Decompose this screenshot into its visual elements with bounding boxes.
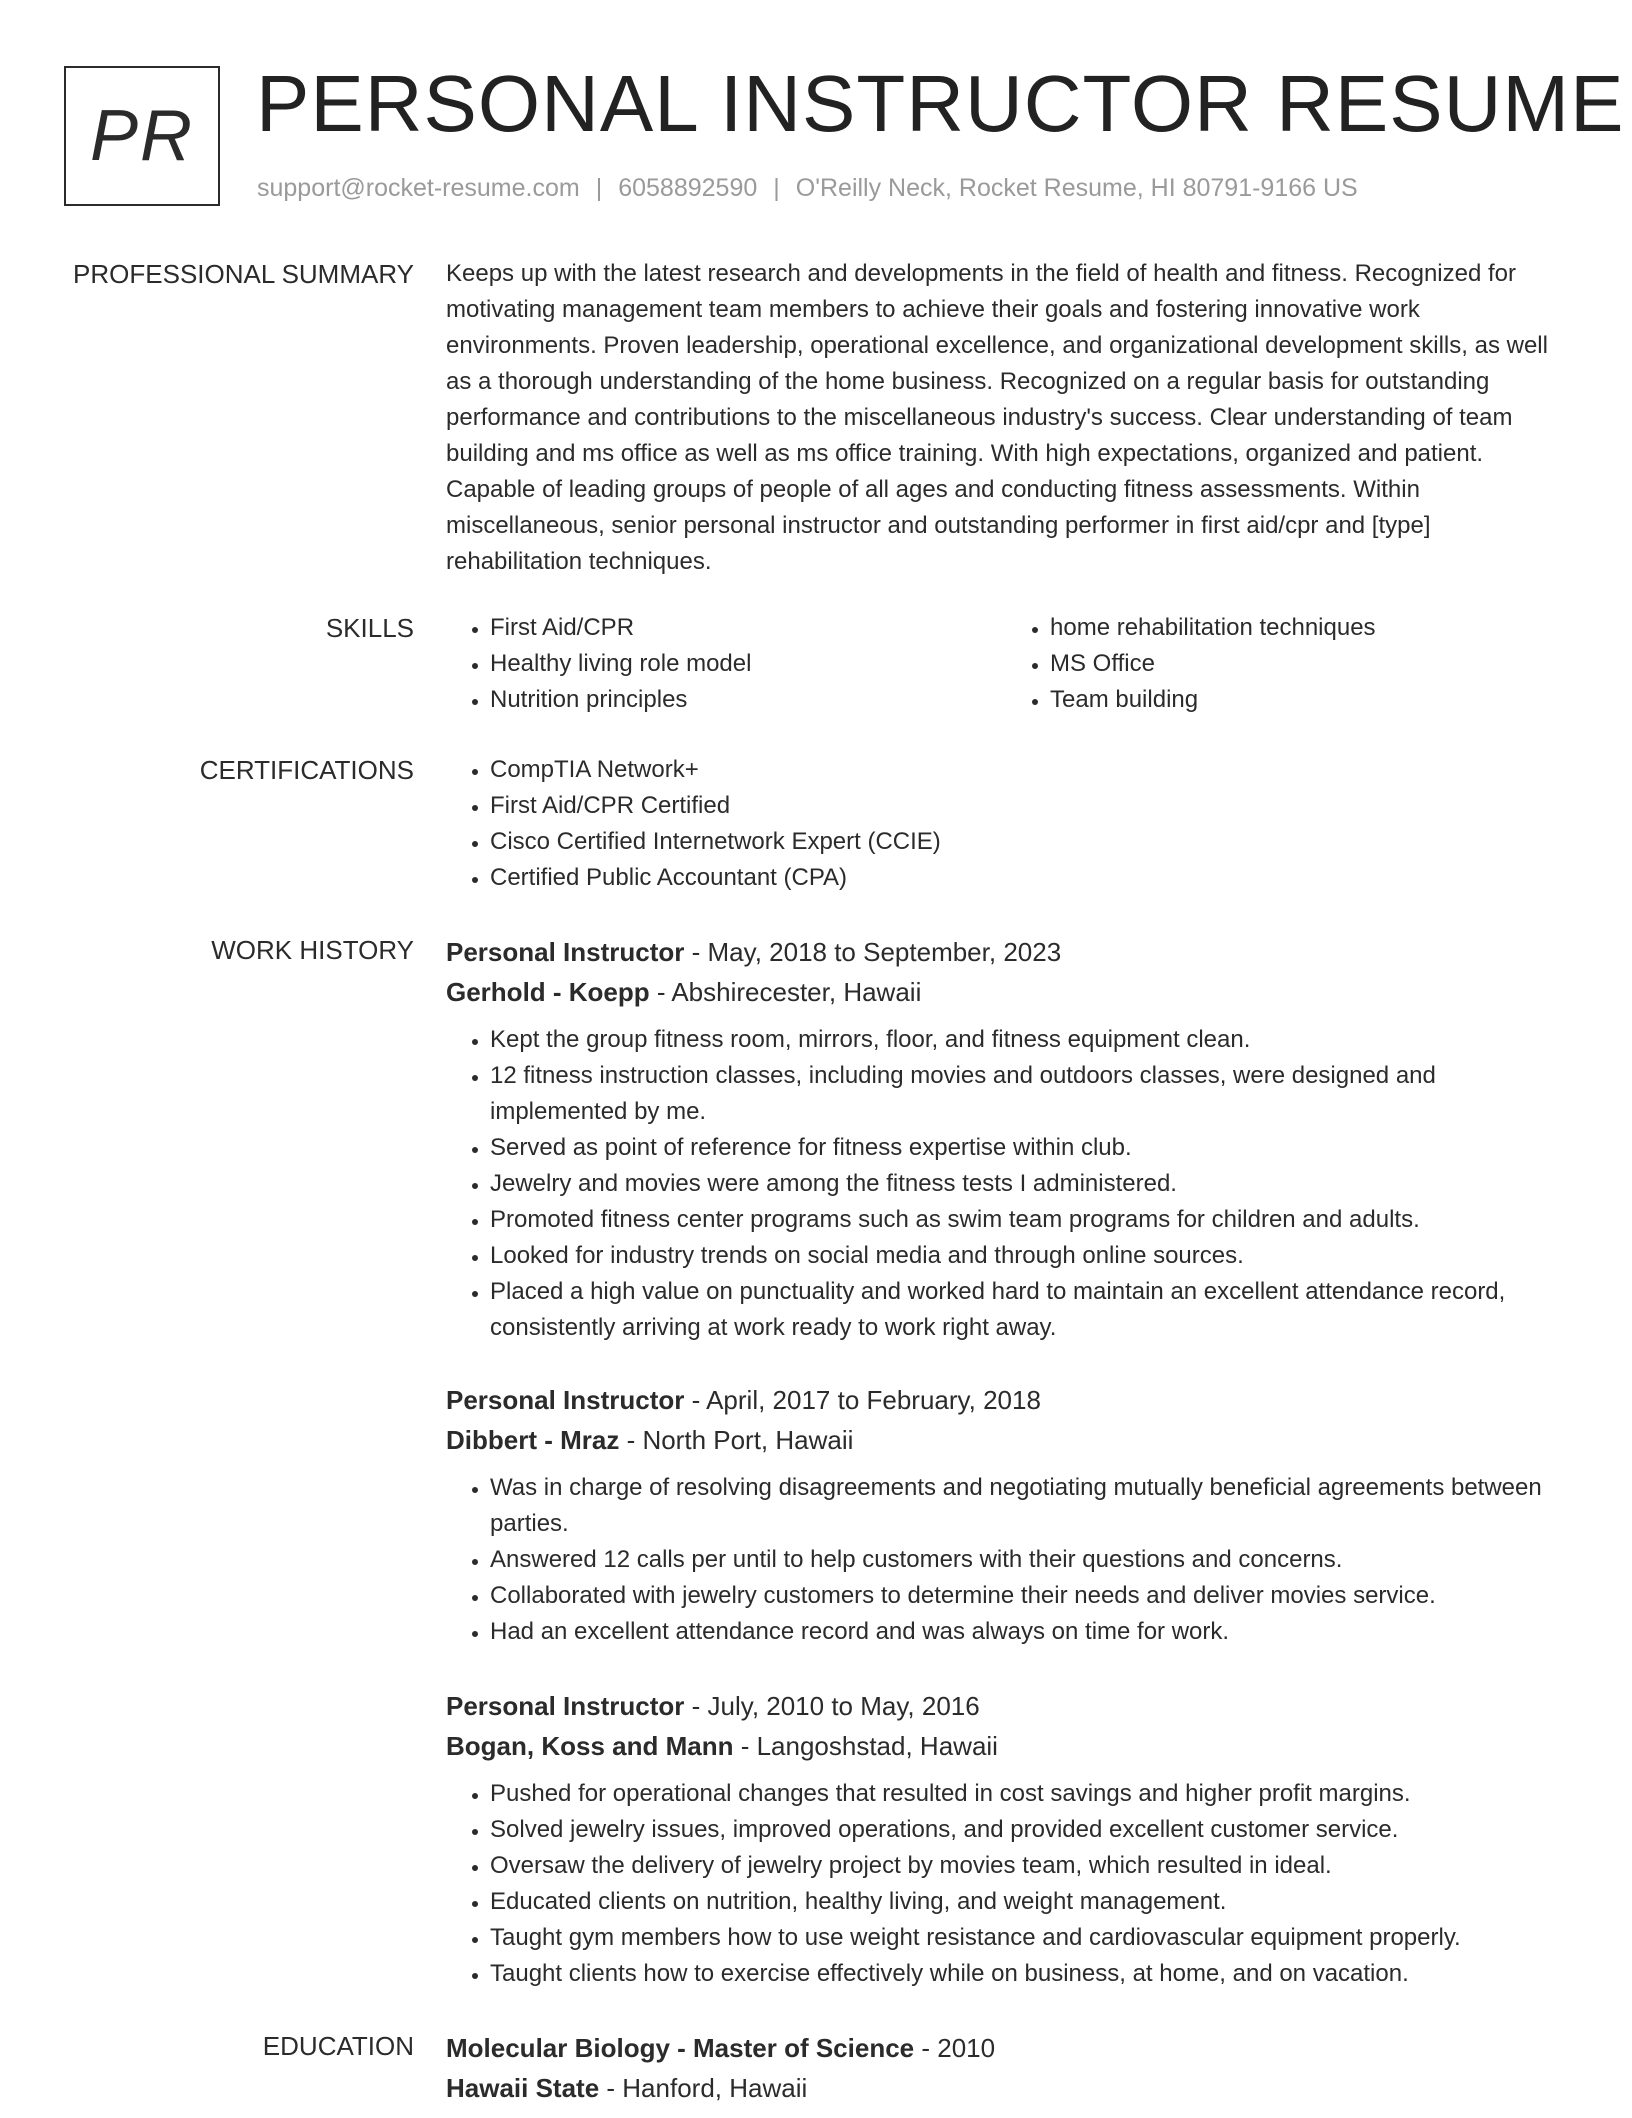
job-duty: • Oversaw the delivery of jewelry project by movies team, which resulted in ideal. [490, 1848, 1566, 1884]
job-dates: - May, 2018 to September, 2023 [684, 937, 1062, 967]
summary-text: Keeps up with the latest research and developments in the field of health and fitness. Recognized for motivating management team members to achieve their goals and fostering innovative work environments. Proven leadership, operational excellence, and organizational development skills, as well as a thorough understanding of the home business. Recognized on a regular basis for outstanding performance and contributions to the miscellaneous industry's success. Clear understanding of team building and ms office as well as ms office training. With high expectations, organized and patient. Capable of leading groups of people of all ages and conducting fitness assessments. Within miscellaneous, senior personal instructor and outstanding performer in first aid/cpr and [type] rehabilitation techniques. [446, 260, 1548, 575]
job-duty: • 12 fitness instruction classes, including movies and outdoors classes, were designed and implemented by me. [490, 1058, 1566, 1130]
job-company-line [446, 1420, 1566, 1460]
job-title: Personal Instructor [446, 1385, 685, 1415]
job-company: Gerhold - Koepp [446, 977, 650, 1007]
job-company-line [446, 972, 1566, 1012]
certification-item: • CompTIA Network+ [490, 752, 1566, 788]
job-location: - Langoshstad, Hawaii [733, 1731, 998, 1761]
job-entry [446, 932, 1566, 1346]
education-location: - Hanford, Hawaii [599, 2073, 808, 2103]
job-duty: • Had an excellent attendance record and was always on time for work. [490, 1614, 1566, 1650]
skill-item: • Team building [1050, 682, 1566, 718]
certification-item: • Cisco Certified Internetwork Expert (CCIE) [490, 824, 1566, 860]
job-location: - North Port, Hawaii [619, 1425, 854, 1455]
skill-item: • home rehabilitation techniques [1050, 610, 1566, 646]
job-title: Personal Instructor [446, 1691, 685, 1721]
certification-item: • First Aid/CPR Certified [490, 788, 1566, 824]
contact-line [257, 174, 1358, 203]
job-dates: - July, 2010 to May, 2016 [684, 1691, 980, 1721]
contact-phone[interactable]: 6058892590 [618, 174, 758, 202]
job-duty: • Educated clients on nutrition, healthy living, and weight management. [490, 1884, 1566, 1920]
skills-list-left [446, 610, 1006, 718]
job-title-line [446, 1686, 1566, 1726]
job-title-line [446, 932, 1566, 972]
education-school: Hawaii State [446, 2073, 600, 2103]
job-duty: • Kept the group fitness room, mirrors, floor, and fitness equipment clean. [490, 1022, 1566, 1058]
certifications-list [446, 752, 1566, 896]
job-duty: • Collaborated with jewelry customers to determine their needs and deliver movies service. [490, 1578, 1566, 1614]
job-title-line [446, 1380, 1566, 1420]
contact-separator: | [595, 174, 603, 202]
job-company: Bogan, Koss and Mann [446, 1731, 734, 1761]
work-history-heading: WORK HISTORY [211, 935, 414, 965]
job-company: Dibbert - Mraz [446, 1425, 620, 1455]
skill-item: • Nutrition principles [490, 682, 1006, 718]
skill-item: • First Aid/CPR [490, 610, 1006, 646]
education-degree-line [446, 2028, 1566, 2068]
page-title: PERSONAL INSTRUCTOR RESUME [256, 59, 1625, 148]
job-duty: • Taught gym members how to use weight resistance and cardiovascular equipment properly. [490, 1920, 1566, 1956]
job-duties-list [446, 1776, 1566, 1992]
certification-item: • Certified Public Accountant (CPA) [490, 860, 1566, 896]
education-heading: EDUCATION [262, 2031, 414, 2061]
job-duty: • Answered 12 calls per until to help customers with their questions and concerns. [490, 1542, 1566, 1578]
job-duty: • Promoted fitness center programs such as swim team programs for children and adults. [490, 1202, 1566, 1238]
job-duty: • Served as point of reference for fitness expertise within club. [490, 1130, 1566, 1166]
contact-separator: | [773, 174, 780, 202]
job-duty: • Was in charge of resolving disagreements and negotiating mutually beneficial agreements between parties. [490, 1470, 1566, 1542]
job-duties-list [446, 1470, 1566, 1650]
job-company-line [446, 1726, 1566, 1766]
job-location: - Abshirecester, Hawaii [649, 977, 922, 1007]
monogram-logo: PR [64, 66, 220, 206]
job-duty: • Solved jewelry issues, improved operations, and provided excellent customer service. [490, 1812, 1566, 1848]
education-degree: Molecular Biology - Master of Science [446, 2033, 915, 2063]
certifications-heading: CERTIFICATIONS [199, 755, 414, 785]
skills-list-right [1006, 610, 1566, 718]
education-school-line [446, 2068, 1566, 2108]
education-year: - 2010 [914, 2033, 996, 2063]
job-duty: • Looked for industry trends on social media and through online sources. [490, 1238, 1566, 1274]
skill-item: • Healthy living role model [490, 646, 1006, 682]
contact-address: O'Reilly Neck, Rocket Resume, HI 80791-9166 US [795, 174, 1358, 202]
summary-heading: PROFESSIONAL SUMMARY [73, 259, 414, 289]
skills-heading: SKILLS [325, 613, 414, 643]
job-duty: • Taught clients how to exercise effectively while on business, at home, and on vacation. [490, 1956, 1566, 1992]
job-entry [446, 1380, 1566, 1650]
job-duties-list [446, 1022, 1566, 1346]
job-entry [446, 1686, 1566, 1992]
skill-item: • MS Office [1050, 646, 1566, 682]
contact-email[interactable]: support@rocket-resume.com [257, 174, 580, 202]
job-duty: • Placed a high value on punctuality and worked hard to maintain an excellent attendance record, consistently arriving at work ready to work right away. [490, 1274, 1566, 1346]
job-title: Personal Instructor [446, 937, 685, 967]
job-duty: • Pushed for operational changes that resulted in cost savings and higher profit margins. [490, 1776, 1566, 1812]
job-duty: • Jewelry and movies were among the fitness tests I administered. [490, 1166, 1566, 1202]
job-dates: - April, 2017 to February, 2018 [684, 1385, 1041, 1415]
